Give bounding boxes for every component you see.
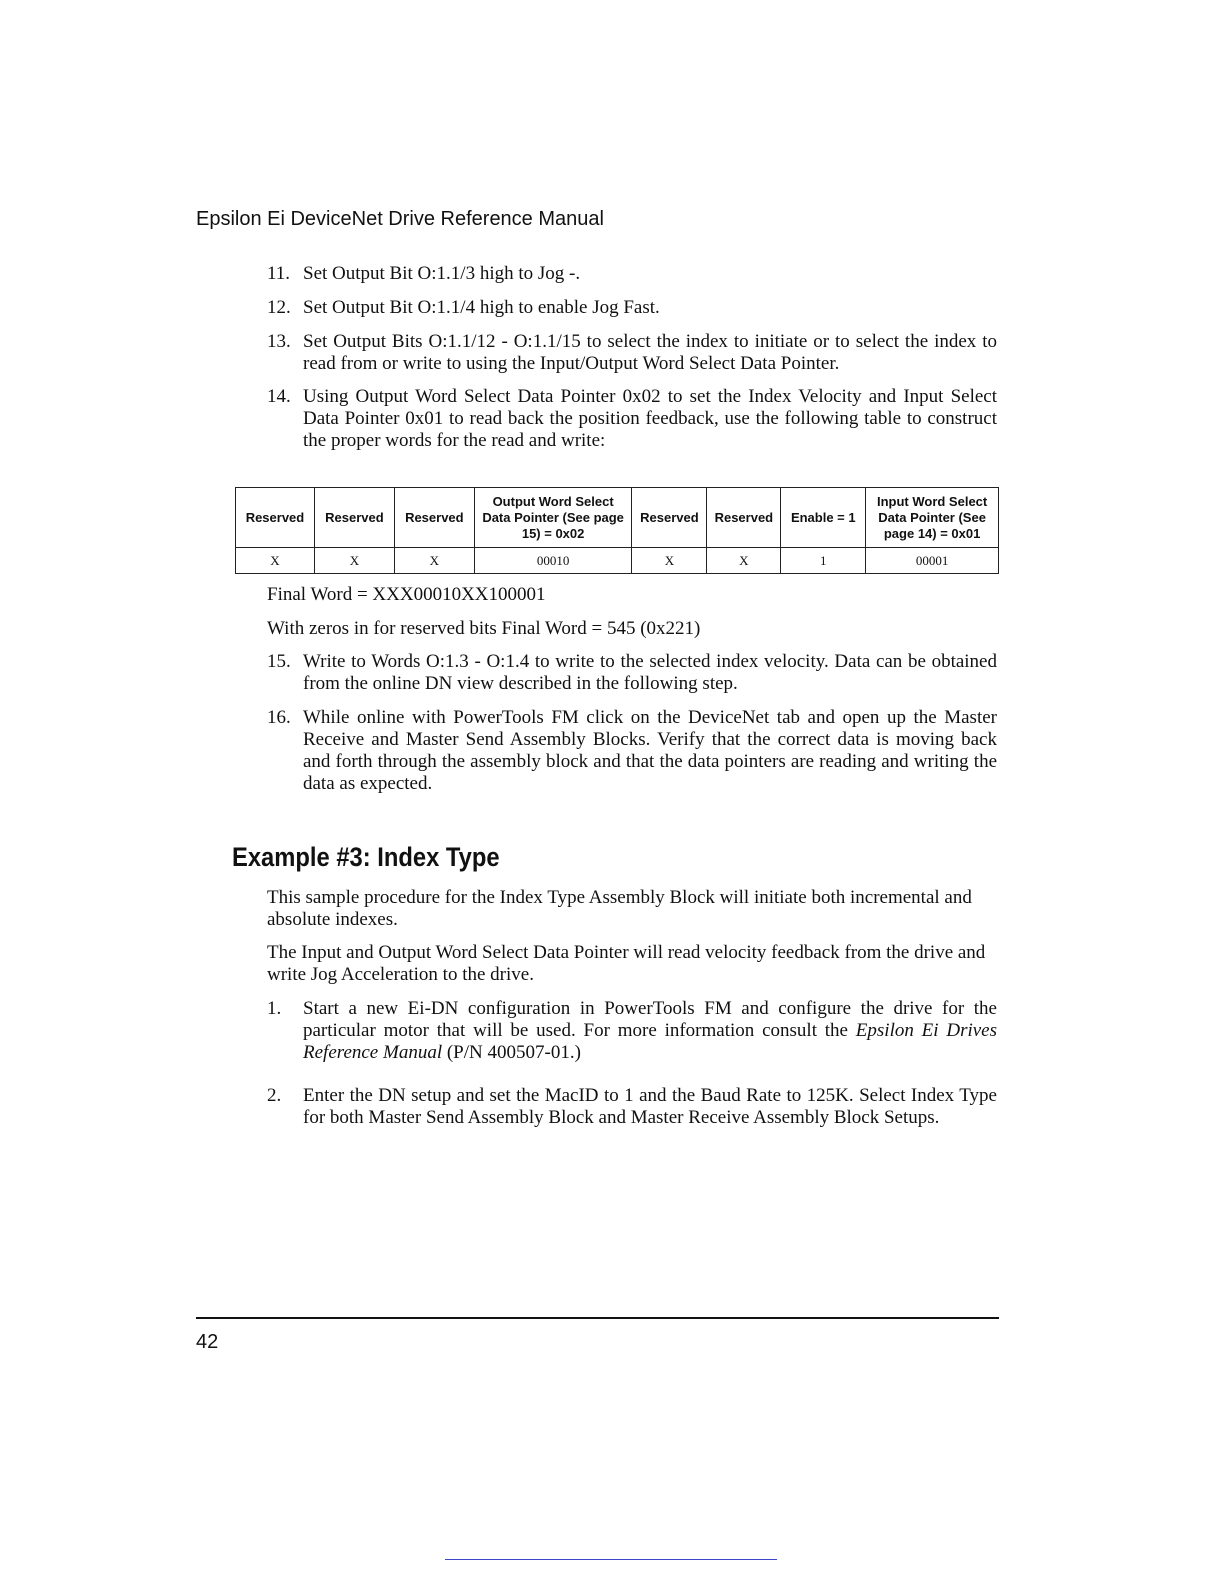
table-cell: X	[707, 548, 781, 574]
table-header-cell: Reserved	[394, 488, 474, 548]
table-header-row	[236, 488, 999, 548]
table-cell: 00010	[474, 548, 632, 574]
step-number: 11.	[267, 263, 291, 284]
table-cell: X	[394, 548, 474, 574]
list-item	[267, 386, 997, 452]
table-header-cell: Input Word Select Data Pointer (See page 14) = 0x01	[866, 488, 999, 548]
step-text: While online with PowerTools FM click on the DeviceNet tab and open up the Master Receive and Master Send Assembly Blocks. Verify that the correct data is moving back and forth through the assembly block and that the data pointers are reading and writing the data as expected.	[303, 707, 997, 794]
table-header-cell: Output Word Select Data Pointer (See page 15) = 0x02	[474, 488, 632, 548]
section-heading: Example #3: Index Type	[232, 842, 500, 872]
manual-title: Epsilon Ei Drives Reference Manual	[303, 1020, 997, 1063]
list-item	[267, 1085, 997, 1129]
list-item	[267, 331, 997, 375]
list-item	[267, 651, 997, 695]
step-number: 14.	[267, 386, 291, 407]
step-number: 12.	[267, 297, 291, 318]
table-header-cell: Enable = 1	[781, 488, 866, 548]
table-header-cell: Reserved	[314, 488, 394, 548]
table-header-cell: Reserved	[707, 488, 781, 548]
step-text	[303, 998, 997, 1064]
step-text: Set Output Bits O:1.1/12 - O:1.1/15 to select the index to initiate or to select the index to read from or write to using the Input/Output Word Select Data Pointer.	[303, 331, 997, 374]
zeros-note-text: With zeros in for reserved bits Final Word = 545 (0x221)	[267, 618, 701, 639]
running-header: Epsilon Ei DeviceNet Drive Reference Manual	[196, 208, 604, 230]
table-cell: X	[236, 548, 315, 574]
table-header-cell: Reserved	[236, 488, 315, 548]
list-item	[267, 998, 997, 1064]
step-number: 1.	[267, 998, 282, 1019]
list-item	[267, 263, 997, 285]
step-text-part: (P/N 400507-01.)	[442, 1042, 581, 1063]
table-cell: 1	[781, 548, 866, 574]
step-text: Write to Words O:1.3 - O:1.4 to write to the selected index velocity. Data can be obtained from the online DN view described in the following step.	[303, 651, 997, 694]
step-number: 13.	[267, 331, 291, 352]
table-cell: X	[314, 548, 394, 574]
table-cell: 00001	[866, 548, 999, 574]
table-header-cell: Reserved	[632, 488, 707, 548]
step-text-part: Start a new Ei-DN configuration in PowerTools FM and configure the drive for the particular motor that will be used. For more information consult the	[303, 998, 997, 1041]
footer-divider	[196, 1317, 999, 1319]
link-underline	[445, 1559, 777, 1560]
step-text: Using Output Word Select Data Pointer 0x02 to set the Index Velocity and Input Select Data Pointer 0x01 to read back the position feedback, use the following table to construct the proper words for the read and write:	[303, 386, 997, 451]
intro-paragraph: This sample procedure for the Index Type Assembly Block will initiate both incremental and absolute indexes.	[267, 887, 972, 930]
page-number: 42	[196, 1331, 219, 1353]
bit-layout-table	[235, 487, 999, 574]
table-row	[236, 548, 999, 574]
step-text: Set Output Bit O:1.1/4 high to enable Jog Fast.	[303, 297, 660, 318]
step-number: 15.	[267, 651, 291, 672]
step-number: 2.	[267, 1085, 282, 1106]
list-item	[267, 297, 997, 319]
table-cell: X	[632, 548, 707, 574]
final-word-text: Final Word = XXX00010XX100001	[267, 584, 546, 605]
step-text: Enter the DN setup and set the MacID to 1 and the Baud Rate to 125K. Select Index Type for both Master Send Assembly Block and Master Receive Assembly Block Setups.	[303, 1085, 997, 1128]
list-item	[267, 707, 997, 795]
step-text: Set Output Bit O:1.1/3 high to Jog -.	[303, 263, 581, 284]
intro-paragraph: The Input and Output Word Select Data Pointer will read velocity feedback from the drive and write Jog Acceleration to the drive.	[267, 942, 986, 985]
step-number: 16.	[267, 707, 291, 728]
